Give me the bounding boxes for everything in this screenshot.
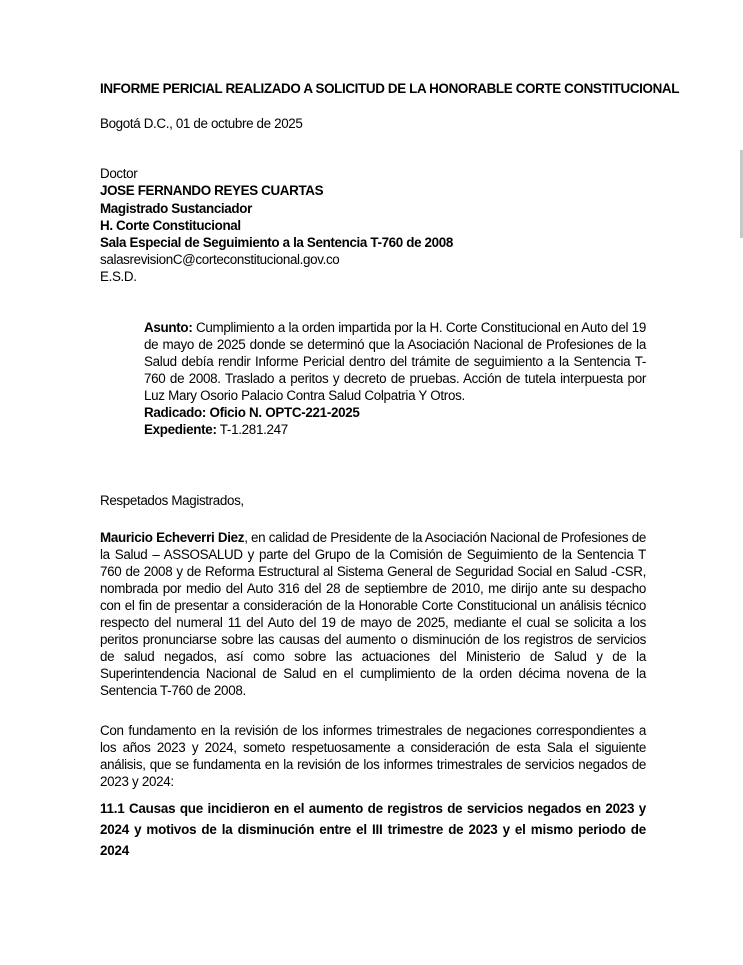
subject-block <box>144 319 646 438</box>
subject-label: Asunto: <box>144 320 193 335</box>
recipient-email: salasrevisionC@corteconstitucional.gov.co <box>100 252 340 267</box>
body-paragraph-2-text: Con fundamento en la revisión de los informes trimestrales de negaciones correspondientes a los años 2023 y 2024, someto respetuosamente a consideración de esta Sala el siguiente análisis, que se fundamenta en la revisión de los informes trimestrales de servicios negados de 2023 y 2024: <box>100 723 646 789</box>
recipient-role: Magistrado Sustanciador <box>100 201 252 216</box>
document-date: Bogotá D.C., 01 de octubre de 2025 <box>100 116 303 131</box>
recipient-name: JOSE FERNANDO REYES CUARTAS <box>100 183 324 198</box>
expediente-label: Expediente: <box>144 422 217 437</box>
author-name: Mauricio Echeverri Diez <box>100 530 245 545</box>
subject-text: Cumplimiento a la orden impartida por la H. Corte Constitucional en Auto del 19 de mayo de 2025 donde se determinó que la Asociación Nacional de Profesiones de la Salud debía rendir Informe Pericial dentro del trámite de seguimiento a la Sentencia T-760 de 2008. Traslado a peritos y decreto de pruebas. Acción de tutela interpuesta por Luz Mary Osorio Palacio Contra Salud Colpatria Y Otros. <box>144 320 646 403</box>
greeting: Respetados Magistrados, <box>100 493 244 508</box>
body-paragraph-1 <box>100 529 646 699</box>
section-heading-text: 11.1 Causas que incidieron en el aumento de registros de servicios negados en 2023 y 2024 y motivos de la disminución entre el III trimestre de 2023 y el mismo periodo de 2024 <box>100 801 646 858</box>
recipient-court: H. Corte Constitucional <box>100 218 241 233</box>
section-heading <box>100 798 646 861</box>
expediente-value: T-1.281.247 <box>216 422 288 437</box>
radicado: Radicado: Oficio N. OPTC-221-2025 <box>144 405 360 420</box>
subject-paragraph <box>144 319 646 404</box>
document-title: INFORME PERICIAL REALIZADO A SOLICITUD DE LA HONORABLE CORTE CONSTITUCIONAL <box>100 81 680 96</box>
body-paragraph-2 <box>100 722 646 790</box>
recipient-chamber: Sala Especial de Seguimiento a la Sentencia T-760 de 2008 <box>100 235 453 250</box>
recipient-esd: E.S.D. <box>100 269 137 284</box>
expediente <box>144 421 646 438</box>
body-paragraph-1-text: , en calidad de Presidente de la Asociación Nacional de Profesiones de la Salud – ASSOSALUD y parte del Grupo de la Comisión de Seguimiento de la Sentencia T 760 de 2008 y de Reforma Estructural al Sistema General de Seguridad Social en Salud -CSR, nombrada por medio del Auto 316 del 28 de septiembre de 2010, me dirijo ante su despacho con el fin de presentar a consideración de la Honorable Corte Constitucional un análisis técnico respecto del numeral 11 del Auto del 19 de mayo de 2025, mediante el cual se solicita a los peritos pronunciarse sobre las causas del aumento o disminución de los registros de servicios de salud negados, así como sobre las actuaciones del Ministerio de Salud y de la Superintendencia Nacional de Salud en el cumplimiento de la orden décima novena de la Sentencia T-760 de 2008. <box>100 530 647 698</box>
recipient-salutation: Doctor <box>100 166 138 181</box>
